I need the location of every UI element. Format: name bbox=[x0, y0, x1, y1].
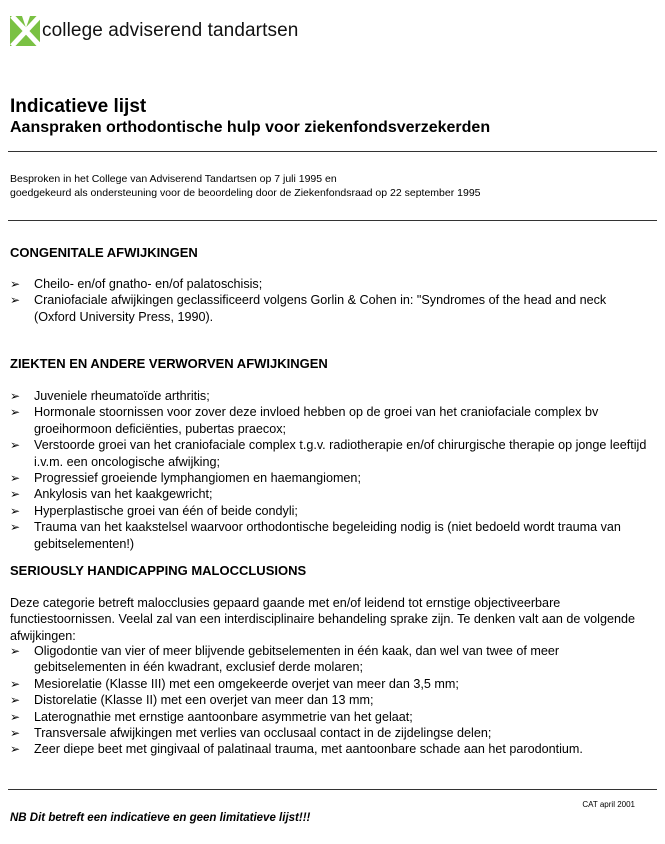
list-item-text: Laterognathie met ernstige aantoonbare asymmetrie van het gelaat; bbox=[34, 709, 413, 724]
bullet-arrow-icon: ➢ bbox=[10, 438, 21, 453]
bullet-arrow-icon: ➢ bbox=[10, 405, 21, 420]
section-paragraph: Deze categorie betreft malocclusies gepaard gaande met en/of leidend tot ernstige objectiveerbare functiestoornissen. Veelal zal van een interdisciplinaire behandeling sprake zijn. Te denken valt aan de volgende afwijkingen: bbox=[10, 596, 635, 643]
bullet-arrow-icon: ➢ bbox=[10, 693, 21, 708]
list-item-text: Trauma van het kaakstelsel waarvoor orthodontische begeleiding nodig is (niet bedoeld wordt trauma van gebitselementen!) bbox=[34, 520, 621, 551]
divider bbox=[8, 789, 657, 790]
list-item bbox=[8, 292, 648, 325]
list-item bbox=[8, 519, 648, 552]
list-item bbox=[8, 692, 648, 708]
list-item-text: Hyperplastische groei van één of beide condyli; bbox=[34, 503, 298, 518]
intro-text bbox=[10, 172, 650, 200]
list-item bbox=[8, 404, 648, 437]
list-item-text: Progressief groeiende lymphangiomen en haemangiomen; bbox=[34, 471, 361, 486]
bullet-arrow-icon: ➢ bbox=[10, 503, 21, 518]
bullet-arrow-icon: ➢ bbox=[10, 520, 21, 535]
footer-note: NB Dit betreft een indicatieve en geen limitatieve lijst!!! bbox=[10, 812, 311, 824]
bullet-arrow-icon: ➢ bbox=[10, 742, 21, 757]
list-item-text: Juveniele rheumatoïde arthritis; bbox=[34, 389, 210, 403]
intro-line: Besproken in het College van Adviserend Tandartsen op 7 juli 1995 en bbox=[10, 173, 337, 185]
bullet-arrow-icon: ➢ bbox=[10, 644, 21, 658]
section-heading-congenital: CONGENITALE AFWIJKINGEN bbox=[10, 245, 198, 260]
page-subtitle: Aanspraken orthodontische hulp voor ziekenfondsverzekerden bbox=[10, 119, 491, 136]
bullet-arrow-icon: ➢ bbox=[10, 389, 21, 403]
list-item bbox=[8, 503, 648, 519]
list-item-text: Verstoorde groei van het craniofaciale complex t.g.v. radiotherapie en/of chirurgische therapie op jonge leeftijd i.v.m. een oncologische afwijking; bbox=[34, 438, 647, 469]
list-item-text: Transversale afwijkingen met verlies van occlusaal contact in de zijdelingse delen; bbox=[34, 726, 492, 741]
section-heading-malocclusions: SERIOUSLY HANDICAPPING MALOCCLUSIONS bbox=[10, 563, 307, 578]
bullet-arrow-icon: ➢ bbox=[10, 293, 21, 308]
bullet-arrow-icon: ➢ bbox=[10, 277, 21, 291]
bullet-list-congenital bbox=[8, 276, 648, 325]
intro-line: goedgekeurd als ondersteuning voor de beoordeling door de Ziekenfondsraad op 22 september 1995 bbox=[10, 187, 481, 199]
logo-text: college adviserend tandartsen bbox=[42, 20, 299, 41]
list-item bbox=[8, 470, 648, 486]
list-item bbox=[8, 725, 648, 741]
list-item-text: Hormonale stoornissen voor zover deze invloed hebben op de groei van het craniofaciale complex bv groeihormoon deficiënties, pubertas praecox; bbox=[34, 405, 599, 436]
bullet-arrow-icon: ➢ bbox=[10, 709, 21, 724]
list-item-text: Mesiorelatie (Klasse III) met een omgekeerde overjet van meer dan 3,5 mm; bbox=[34, 676, 459, 691]
page-title: Indicatieve lijst bbox=[10, 96, 147, 117]
list-item bbox=[8, 643, 648, 676]
bullet-list-malocclusions bbox=[8, 643, 648, 758]
list-item-text: Zeer diepe beet met gingivaal of palatinaal trauma, met aantoonbare schade aan het parodontium. bbox=[34, 742, 583, 757]
list-item bbox=[8, 676, 648, 692]
section-heading-acquired: ZIEKTEN EN ANDERE VERWORVEN AFWIJKINGEN bbox=[10, 356, 328, 371]
bullet-list-acquired bbox=[8, 388, 648, 552]
bullet-arrow-icon: ➢ bbox=[10, 487, 21, 502]
list-item-text: Distorelatie (Klasse II) met een overjet van meer dan 13 mm; bbox=[34, 693, 374, 708]
list-item bbox=[8, 741, 648, 757]
list-item bbox=[8, 388, 648, 404]
logo bbox=[8, 12, 298, 50]
list-item bbox=[8, 276, 648, 292]
bullet-arrow-icon: ➢ bbox=[10, 676, 21, 691]
bullet-arrow-icon: ➢ bbox=[10, 471, 21, 486]
divider bbox=[8, 220, 657, 221]
bullet-arrow-icon: ➢ bbox=[10, 726, 21, 741]
list-item bbox=[8, 486, 648, 502]
list-item bbox=[8, 437, 648, 470]
list-item-text: Craniofaciale afwijkingen geclassificeerd volgens Gorlin & Cohen in: "Syndromes of the head and neck (Oxford University Press, 1990). bbox=[34, 293, 607, 324]
list-item-text: Ankylosis van het kaakgewricht; bbox=[34, 487, 213, 502]
divider bbox=[8, 151, 657, 152]
logo-x-icon bbox=[8, 14, 44, 48]
list-item-text: Cheilo- en/of gnatho- en/of palatoschisis; bbox=[34, 277, 263, 291]
list-item-text: Oligodontie van vier of meer blijvende gebitselementen in één kaak, dan wel van twee of meer gebitselementen in één kwadrant, exclusief derde molaren; bbox=[34, 644, 560, 675]
list-item bbox=[8, 709, 648, 725]
document-code: CAT april 2001 bbox=[582, 800, 635, 809]
